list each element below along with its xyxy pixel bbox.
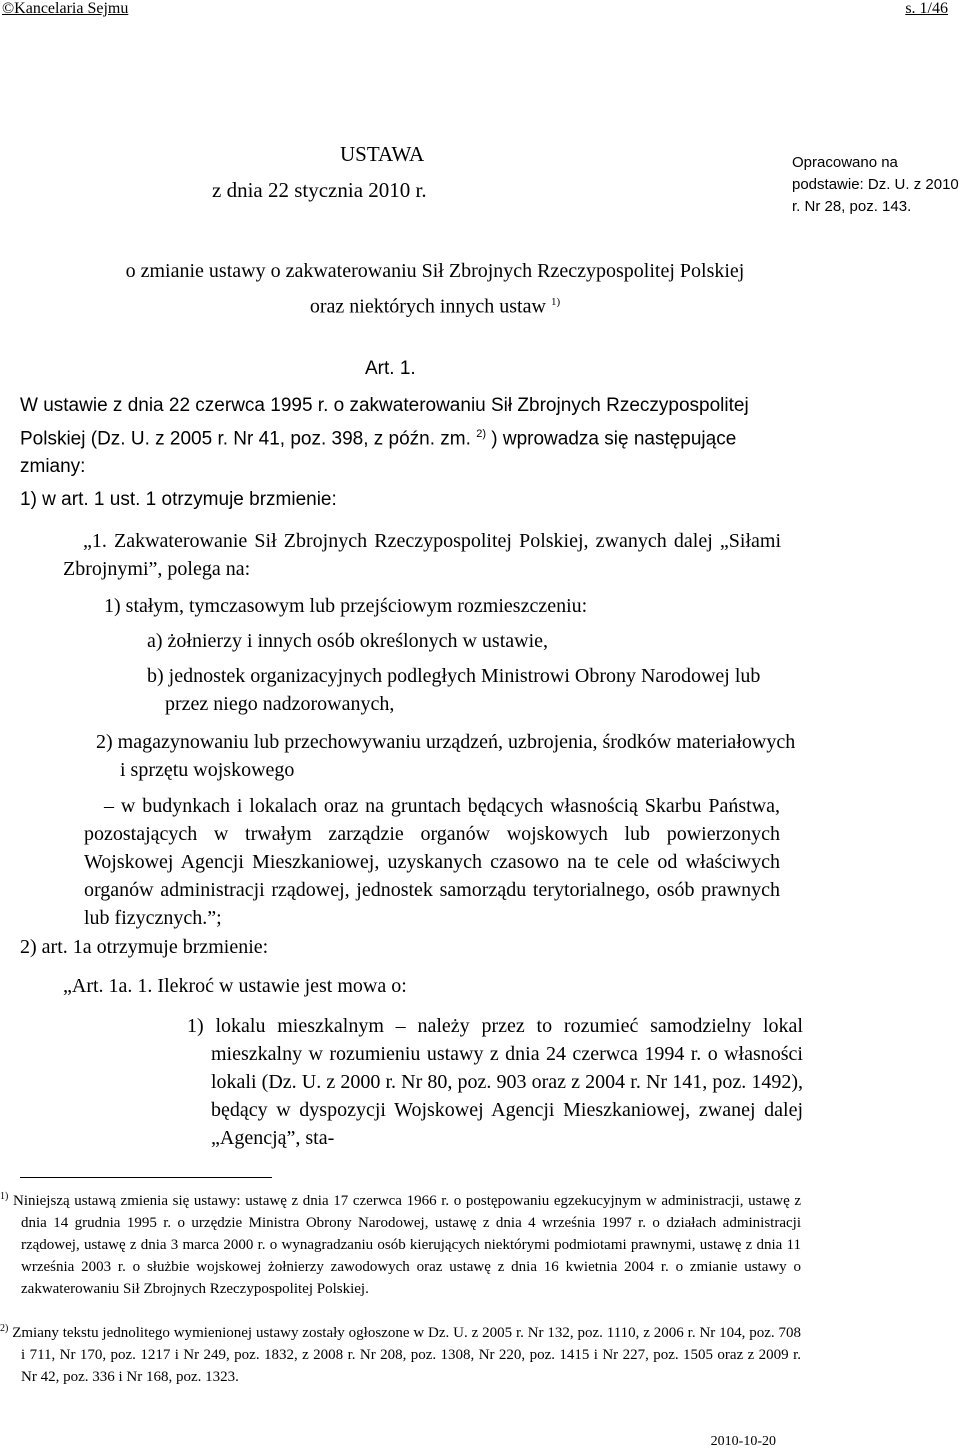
- footnote-1: [0, 1186, 801, 1300]
- article-intro: [20, 392, 780, 481]
- publisher-link[interactable]: [2, 0, 128, 18]
- law-item-b: b) jednostek organizacyjnych podległych Ministrowi Obrony Narodowej lub przez niego nadzorowanych,: [147, 665, 761, 715]
- subject-line-1: o zmianie ustawy o zakwaterowaniu Sił Zbrojnych Rzeczypospolitej Polskiej: [125, 260, 745, 282]
- amendment-point-1: 1) w art. 1 ust. 1 otrzymuje brzmienie:: [20, 489, 337, 510]
- law-item-2: 2) magazynowaniu lub przechowywaniu urządzeń, uzbrojenia, środków materiałowych i sprzętu wojskowego: [96, 731, 796, 781]
- article-title: Art. 1.: [365, 358, 416, 379]
- kancelaria-sejmu-link[interactable]: ©Kancelaria Sejmu: [2, 0, 129, 17]
- footnote-2: [0, 1318, 801, 1388]
- footnote-2-text: Zmiany tekstu jednolitego wymienionej ustawy zostały ogłoszone w Dz. U. z 2005 r. Nr 132, poz. 1110, z 2006 r. Nr 104, poz. 708 i 711, Nr 170, poz. 1217 i Nr 249, poz. 1832, z 2008 r. Nr 208, poz. 1308, Nr 220, poz. 1415 i Nr 227, poz. 1505 oraz z 2009 r. Nr 42, poz. 336 i Nr 168, poz. 1323.: [12, 1325, 802, 1385]
- footer-date: 2010-10-20: [710, 1434, 776, 1449]
- document-subject: [35, 256, 835, 323]
- law-paragraph-1: „1. Zakwaterowanie Sił Zbrojnych Rzeczypospolitej Polskiej, zwanych dalej „Siłami Zbrojnymi”, polega na:: [63, 530, 781, 580]
- law-item-1: 1) stałym, tymczasowym lub przejściowym rozmieszczeniu:: [104, 595, 588, 617]
- footnote-separator: [20, 1177, 272, 1178]
- article-intro-text: W ustawie z dnia 22 czerwca 1995 r. o zakwaterowaniu Sił Zbrojnych Rzeczypospolitej Polskiej (Dz. U. z 2005 r. Nr 41, poz. 398, z późn. zm.: [20, 395, 749, 450]
- document-type: USTAWA: [340, 142, 425, 166]
- footnote-1-marker: 1): [0, 1191, 9, 1202]
- footnote-2-marker: 2): [0, 1323, 9, 1334]
- article-intro-ending: ) wprowadza się następujące zmiany:: [20, 428, 737, 478]
- law-item-a: a) żołnierzy i innych osób określonych w ustawie,: [147, 630, 549, 652]
- law-tail-paragraph: – w budynkach i lokalach oraz na gruntach będących własnością Skarbu Państwa, pozostających w trwałym zarządzie organów wojskowych lub powierzonych Wojskowej Agencji Mieszkaniowej, uzyskanych czasowo na te cele od właściwych organów administracji rządowej, jednostek samorządu terytorialnego, osób prawnych lub fizycznych.”;: [84, 795, 780, 929]
- subject-line-2-text: oraz niektórych innych ustaw: [309, 295, 546, 318]
- footnote-1-text: Niniejszą ustawą zmienia się ustawy: ustawę z dnia 17 czerwca 1966 r. o postępowaniu egzekucyjnym w administracji, ustawę z dnia 14 grudnia 1995 r. o urzędzie Ministra Obrony Narodowej, ustawę z dnia 4 września 1997 r. o działach administracji rządowej, ustawę z dnia 3 marca 2000 r. o wynagradzaniu osób kierujących niektórymi podmiotami prawnymi, ustawę z dnia 11 września 2003 r. o służbie wojskowej żołnierzy zawodowych oraz ustawę z dnia 16 kwietnia 2004 r. o zmianie ustawy o zakwaterowaniu Sił Zbrojnych Rzeczypospolitej Polskiej.: [12, 1193, 802, 1297]
- page-number-link[interactable]: s. 1/46: [905, 0, 948, 17]
- page-number: [905, 0, 948, 18]
- subject-line-2: [35, 287, 835, 323]
- document-date: z dnia 22 stycznia 2010 r.: [212, 178, 427, 202]
- source-note: Opracowano na podstawie: Dz. U. z 2010 r. Nr 28, poz. 143.: [792, 154, 959, 215]
- article-1a-title: „Art. 1a. 1. Ilekroć w ustawie jest mowa o:: [63, 975, 407, 997]
- subject-footnote-reference: 1): [550, 296, 561, 308]
- definition-item-1: 1) lokalu mieszkalnym – należy przez to rozumieć samodzielny lokal mieszkalny w rozumieniu ustawy z dnia 24 czerwca 1994 r. o własności lokali (Dz. U. z 2000 r. Nr 80, poz. 903 oraz z 2004 r. Nr 141, poz. 1492), będący w dyspozycji Wojskowej Agencji Mieszkaniowej, zwanej dalej „Agencją”, sta-: [187, 1015, 803, 1149]
- article-footnote-reference: 2): [476, 428, 486, 440]
- amendment-point-2: 2) art. 1a otrzymuje brzmienie:: [20, 936, 269, 958]
